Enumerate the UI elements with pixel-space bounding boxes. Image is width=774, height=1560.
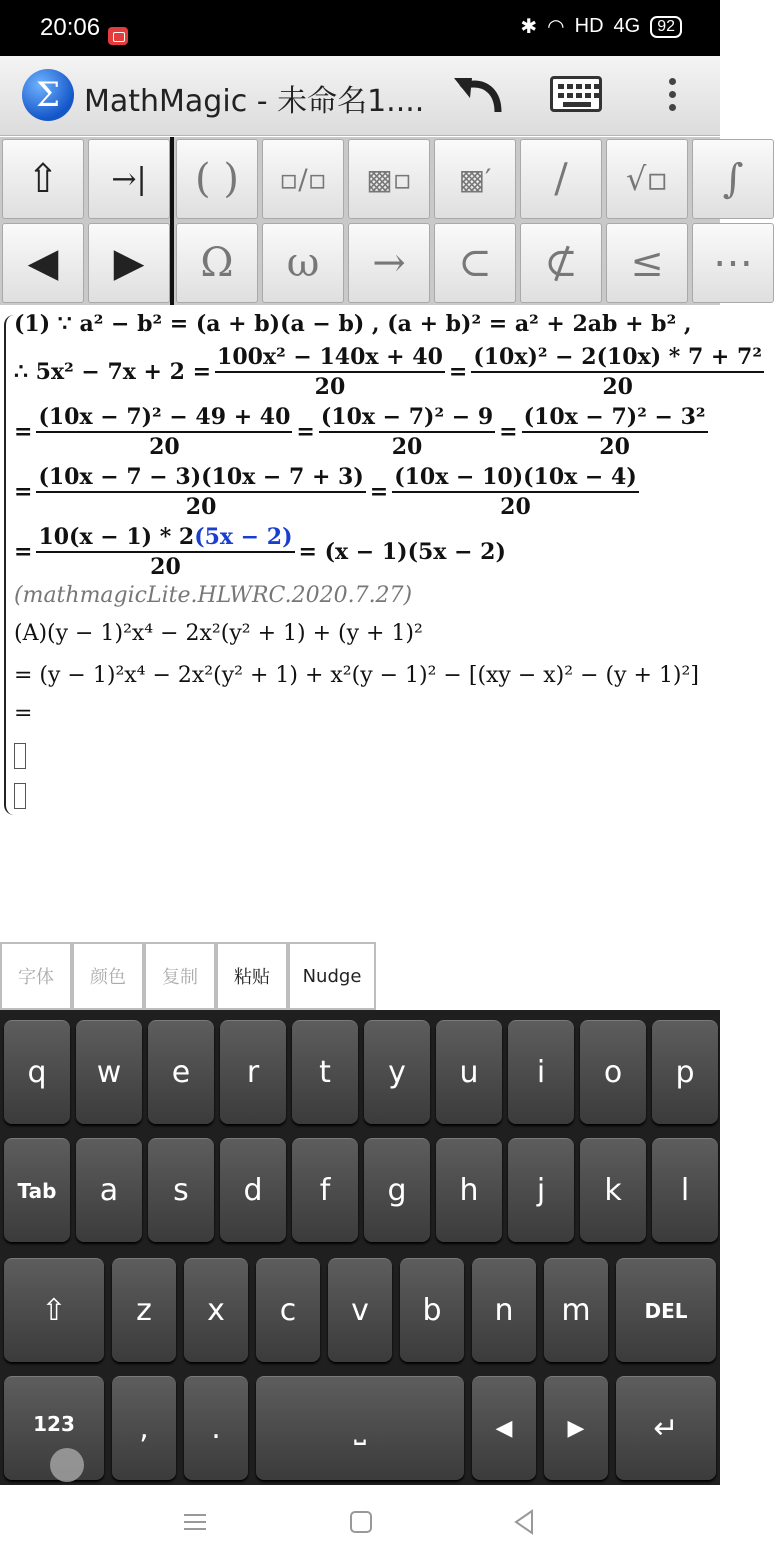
equation-line-9: =: [14, 701, 33, 726]
palette-subset-button[interactable]: ⊂: [434, 223, 516, 303]
palette-leq-button[interactable]: ≤: [606, 223, 688, 303]
key-h[interactable]: h: [436, 1138, 502, 1242]
numbers-key[interactable]: 123: [4, 1376, 104, 1480]
key-x[interactable]: x: [184, 1258, 248, 1362]
key-n[interactable]: n: [472, 1258, 536, 1362]
soft-keyboard: [0, 1010, 720, 1485]
fraction: $\frac{\text{(10x − 7)² − 49 + 40}}{20}$: [38, 404, 291, 460]
wifi-icon: ◠: [547, 16, 565, 38]
back-nav-icon[interactable]: [510, 1507, 540, 1537]
key-m[interactable]: m: [544, 1258, 608, 1362]
palette-divider: [170, 137, 174, 305]
enter-key[interactable]: ↵: [616, 1376, 716, 1480]
status-bar: [0, 0, 720, 56]
nudge-button[interactable]: Nudge: [288, 942, 376, 1010]
equation-line-8: = (y − 1)²x⁴ − 2x²(y² + 1) + x²(y − 1)² − [(xy − x)² − (y + 1)²]: [14, 663, 699, 688]
undo-icon[interactable]: [452, 70, 508, 120]
font-button[interactable]: 字体: [0, 942, 72, 1010]
palette-parentheses-button[interactable]: ( ): [176, 139, 258, 219]
key-s[interactable]: s: [148, 1138, 214, 1242]
fraction: $\frac{(10x - 10)(10x - 4)}{20}$: [394, 464, 637, 520]
palette-omega-lower-button[interactable]: ω: [262, 223, 344, 303]
period-key[interactable]: .: [184, 1376, 248, 1480]
palette-sqrt-button[interactable]: √▫: [606, 139, 688, 219]
watermark-line: (mathmagicLite.HLWRC.2020.7.27): [14, 583, 413, 608]
fraction: $\frac{(10x - 7 - 3)(10x - 7 + 3)}{20}$: [38, 464, 364, 520]
palette-subscript-button[interactable]: ▩▫: [348, 139, 430, 219]
context-toolbar: [0, 942, 720, 1010]
document-title: MathMagic - 未命名1....: [84, 84, 425, 119]
palette-cancel-button[interactable]: /: [520, 139, 602, 219]
key-w[interactable]: w: [76, 1020, 142, 1124]
key-u[interactable]: u: [436, 1020, 502, 1124]
home-nav-icon[interactable]: [346, 1507, 376, 1537]
fraction: $\frac{\text{100x² − 140x + 40}}{20}$: [217, 344, 443, 400]
key-j[interactable]: j: [508, 1138, 574, 1242]
mathmagic-logo-icon: Σ: [22, 69, 74, 121]
paste-button[interactable]: 粘贴: [216, 942, 288, 1010]
equation-line-7: (A)(y − 1)²x⁴ − 2x²(y² + 1) + (y + 1)²: [14, 621, 423, 646]
comma-key[interactable]: ,: [112, 1376, 176, 1480]
cursor-right-key[interactable]: ▶: [544, 1376, 608, 1480]
key-p[interactable]: p: [652, 1020, 718, 1124]
key-z[interactable]: z: [112, 1258, 176, 1362]
palette-integral-button[interactable]: ∫: [692, 139, 774, 219]
fraction: $\frac{\text{(10x − 7)² − 3²}}{20}$: [523, 404, 706, 460]
empty-placeholder-slot[interactable]: [14, 743, 26, 769]
fraction: $\frac{\text{(10x − 7)² − 9}}{20}$: [320, 404, 494, 460]
equation-line-3: = $\frac{\text{(10x − 7)² − 49 + 40}}{20}$ = $\frac{\text{(10x − 7)² − 9}}{20}$ = $\frac{\text{(10x − 7)² − 3²}}{20}$: [14, 404, 706, 460]
palette-omega-upper-button[interactable]: Ω: [176, 223, 258, 303]
key-c[interactable]: c: [256, 1258, 320, 1362]
palette-prime-button[interactable]: ▩′: [434, 139, 516, 219]
symbol-palette: [0, 137, 753, 305]
delete-key[interactable]: DEL: [616, 1258, 716, 1362]
keyboard-toggle-icon[interactable]: [550, 76, 602, 112]
key-l[interactable]: l: [652, 1138, 718, 1242]
key-a[interactable]: a: [76, 1138, 142, 1242]
menu-nav-icon[interactable]: [180, 1507, 210, 1537]
equation-line-2: ∴ 5x² − 7x + 2 = $\frac{\text{100x² − 140x + 40}}{20}$ = $\frac{\text{(10x)² − 2(10x) * 7 + 7²}}{20}$: [14, 344, 762, 400]
copy-button[interactable]: 复制: [144, 942, 216, 1010]
status-icons: [520, 14, 682, 39]
equation-line-5: = $\frac{10(x - 1) * 2(5x - 2)}{20}$ = (x − 1)(5x − 2): [14, 524, 506, 580]
bluetooth-icon: ✱: [520, 16, 538, 38]
key-i[interactable]: i: [508, 1020, 574, 1124]
equation-line-4: = $\frac{(10x - 7 - 3)(10x - 7 + 3)}{20}$ = $\frac{(10x - 10)(10x - 4)}{20}$: [14, 464, 637, 520]
palette-more-button[interactable]: ⋯: [692, 223, 774, 303]
battery-level: 92: [650, 16, 682, 38]
key-d[interactable]: d: [220, 1138, 286, 1242]
navigation-bar: [0, 1485, 720, 1560]
fraction: $\frac{10(x - 1) * 2(5x - 2)}{20}$: [38, 524, 293, 580]
key-y[interactable]: y: [364, 1020, 430, 1124]
cursor-left-key[interactable]: ◀: [472, 1376, 536, 1480]
overflow-menu-icon[interactable]: [664, 78, 680, 114]
screen-record-icon: [108, 27, 128, 45]
palette-tab-button[interactable]: →|: [88, 139, 170, 219]
network-hd-label: HD: [574, 15, 604, 37]
signal-label: 4G: [613, 15, 641, 37]
app-bar: [0, 56, 720, 136]
key-f[interactable]: f: [292, 1138, 358, 1242]
key-g[interactable]: g: [364, 1138, 430, 1242]
palette-arrow-button[interactable]: →: [348, 223, 430, 303]
key-q[interactable]: q: [4, 1020, 70, 1124]
shift-key[interactable]: ⇧: [4, 1258, 104, 1362]
fraction: $\frac{\text{(10x)² − 2(10x) * 7 + 7²}}{20}$: [473, 344, 762, 400]
color-button[interactable]: 颜色: [72, 942, 144, 1010]
status-time: 20:06: [40, 14, 101, 41]
touch-indicator: [50, 1448, 84, 1482]
empty-placeholder-slot[interactable]: [14, 783, 26, 809]
key-b[interactable]: b: [400, 1258, 464, 1362]
selected-expression[interactable]: (5x − 2): [194, 524, 293, 550]
key-t[interactable]: t: [292, 1020, 358, 1124]
palette-fraction-button[interactable]: ▫/▫: [262, 139, 344, 219]
palette-shift-up-button[interactable]: ⇧: [2, 139, 84, 219]
palette-not-subset-button[interactable]: ⊄: [520, 223, 602, 303]
palette-right-arrow-button[interactable]: ▶: [88, 223, 170, 303]
equation-editor[interactable]: [0, 307, 762, 942]
tab-key[interactable]: Tab: [4, 1138, 70, 1242]
palette-left-arrow-button[interactable]: ◀: [2, 223, 84, 303]
key-v[interactable]: v: [328, 1258, 392, 1362]
key-o[interactable]: o: [580, 1020, 646, 1124]
key-k[interactable]: k: [580, 1138, 646, 1242]
equation-line-1: (1) ∵ a² − b² = (a + b)(a − b) , (a + b)² = a² + 2ab + b² ,: [14, 311, 692, 337]
space-key[interactable]: ⎵: [256, 1376, 464, 1480]
key-e[interactable]: e: [148, 1020, 214, 1124]
key-r[interactable]: r: [220, 1020, 286, 1124]
